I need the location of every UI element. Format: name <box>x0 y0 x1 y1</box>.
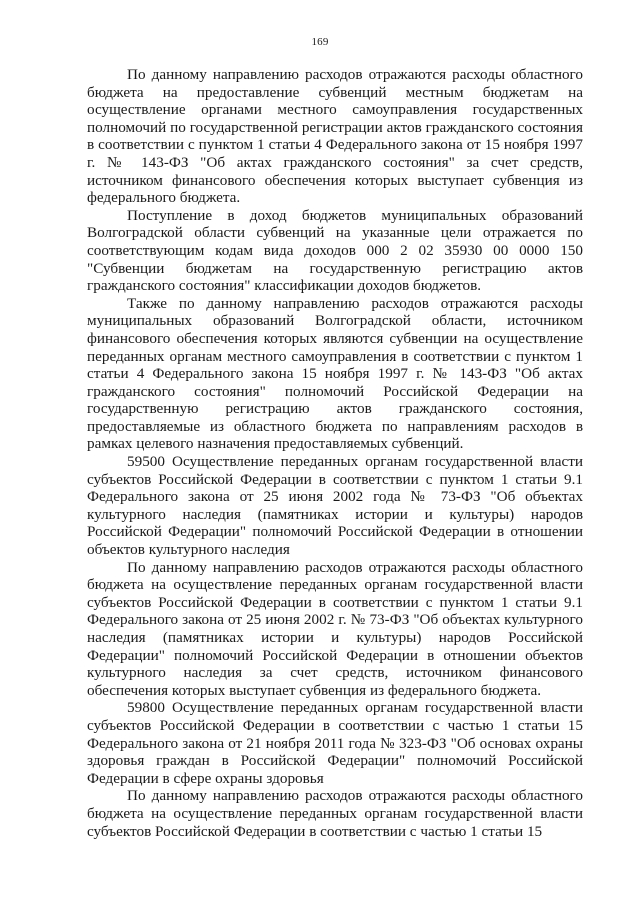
paragraph-1: По данному направлению расходов отражаются расходы областного бюджета на предоставление субвенций местным бюджетам на осуществление органами местного самоуправления государственных полномочий по государственной регистрации актов гражданского состояния в соответствии с пунктом 1 статьи 4 Федерального закона от 15 ноября 1997 г. № 143-ФЗ "Об актах гражданского состояния" за счет средств, источником финансового обеспечения которых выступает субвенция из федерального бюджета. <box>87 66 583 207</box>
page-number: 169 <box>311 36 329 48</box>
paragraph-2: Поступление в доход бюджетов муниципальных образований Волгоградской области субвенций на указанные цели отражается по соответствующим кодам вида доходов 000 2 02 35930 00 0000 150 "Субвенции бюджетам на государственную регистрацию актов гражданского состояния" классификации доходов бюджетов. <box>87 206 583 295</box>
document-body <box>87 66 583 840</box>
paragraph-7: По данному направлению расходов отражаются расходы областного бюджета на осуществление переданных органам государственной власти субъектов Российской Федерации в соответствии с частью 1 статьи 15 <box>87 787 583 840</box>
paragraph-3: Также по данному направлению расходов отражаются расходы муниципальных образований Волгоградской области, источником финансового обеспечения которых являются субвенции на осуществление переданных органам местного самоуправления в соответствии с пунктом 1 статьи 4 Федерального закона 15 ноября 1997 г. № 143-ФЗ "Об актах гражданского состояния" полномочий Российской Федерации на государственную регистрацию актов гражданского состояния, предоставляемые из областного бюджета по направлениям расходов в рамках целевого назначения предоставляемых субвенций. <box>87 294 583 453</box>
paragraph-6-heading-59800: 59800 Осуществление переданных органам государственной власти субъектов Российской Федерации в соответствии с частью 1 статьи 15 Федерального закона от 21 ноября 2011 года № 323-ФЗ "Об основах охраны здоровья граждан в Российской Федерации" полномочий Российской Федерации в сфере охраны здоровья <box>87 699 583 787</box>
paragraph-5: По данному направлению расходов отражаются расходы областного бюджета на осуществление переданных органам государственной власти субъектов Российской Федерации в соответствии с пунктом 1 статьи 9.1 Федерального закона от 25 июня 2002 г. № 73-ФЗ "Об объектах культурного наследия (памятниках истории и культуры) народов Российской Федерации" полномочий Российской Федерации в отношении объектов культурного наследия за счет средств, источником финансового обеспечения которых выступает субвенция из федерального бюджета. <box>87 558 583 699</box>
paragraph-4-heading-59500: 59500 Осуществление переданных органам государственной власти субъектов Российской Федерации в соответствии с пунктом 1 статьи 9.1 Федерального закона от 25 июня 2002 года № 73-ФЗ "Об объектах культурного наследия (памятниках истории и культуры) народов Российской Федерации" полномочий Российской Федерации в отношении объектов культурного наследия <box>87 453 583 559</box>
